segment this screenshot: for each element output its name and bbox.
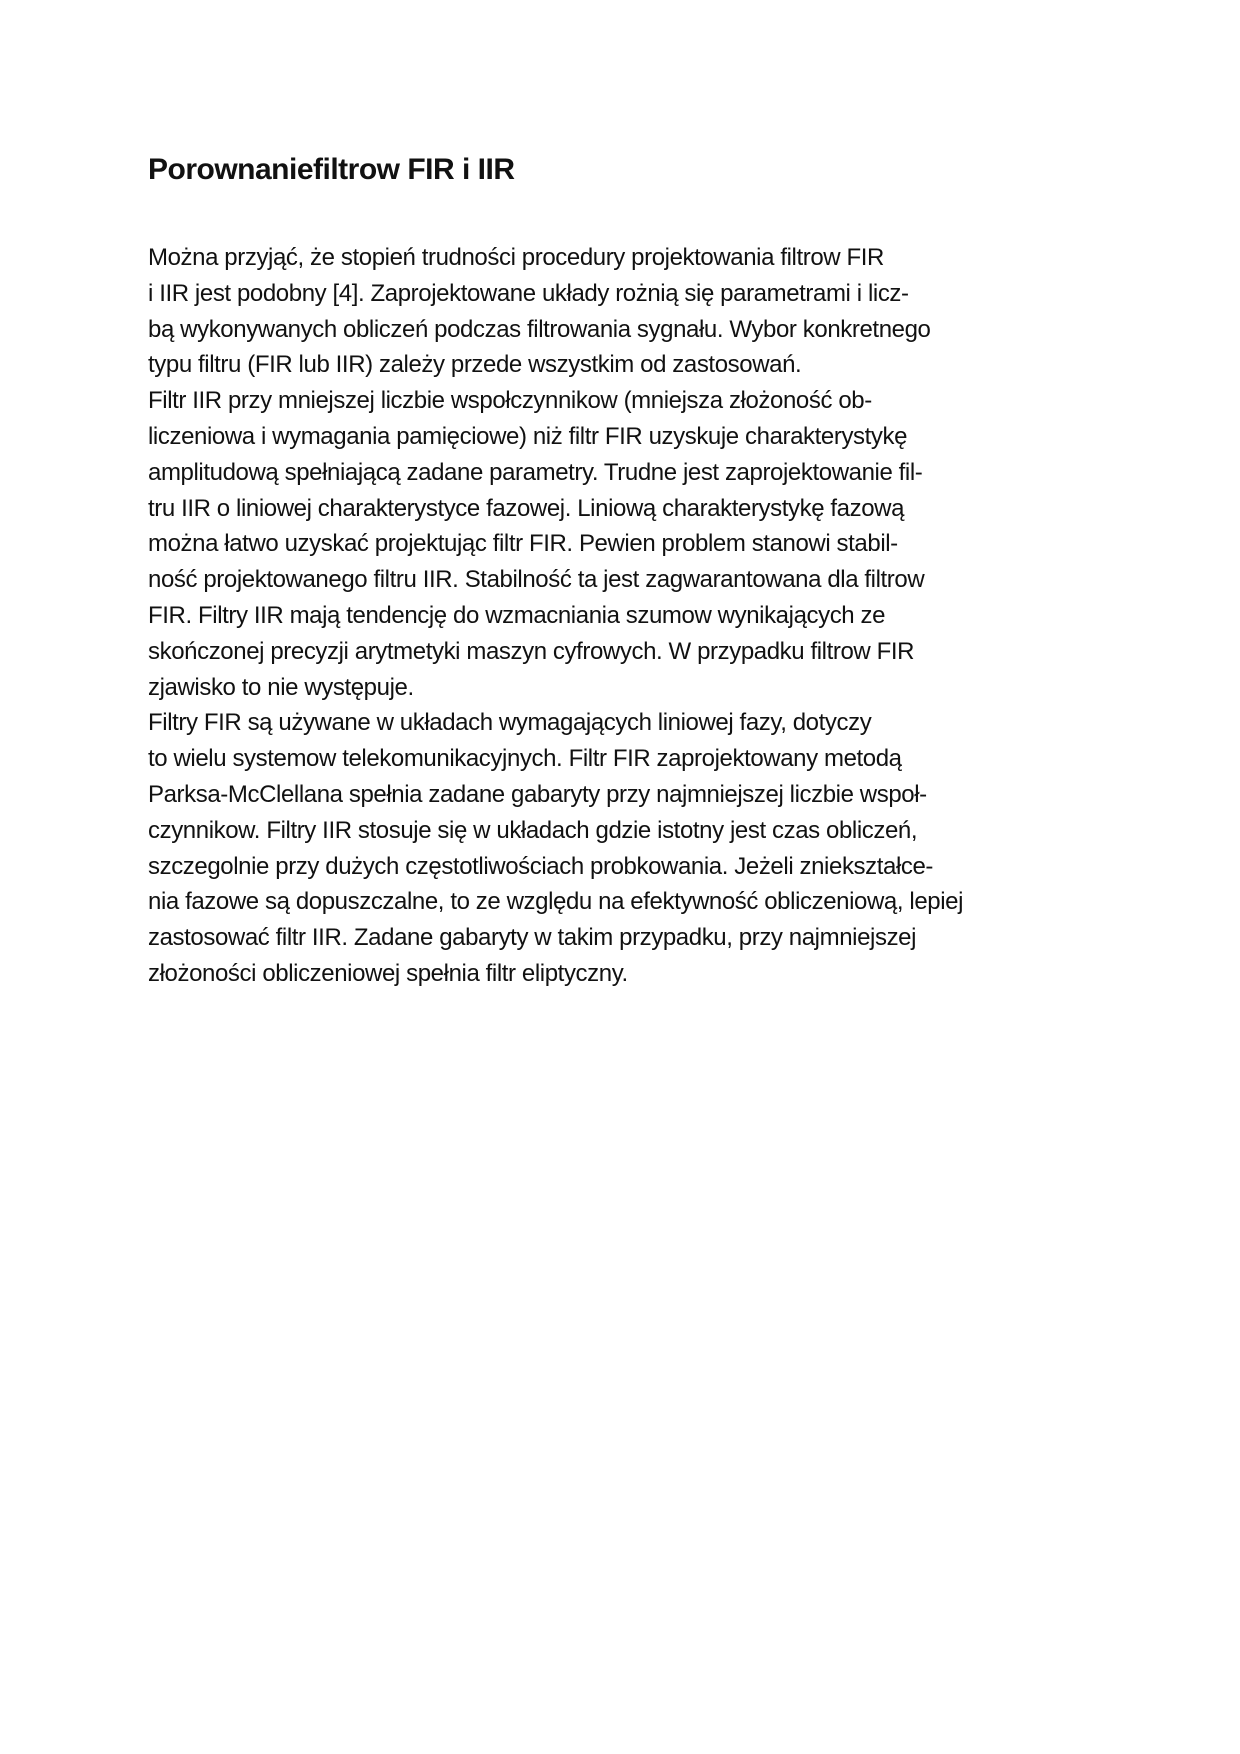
text-line: to wielu systemow telekomunikacyjnych. Filtr FIR zaprojektowany metodą: [148, 745, 902, 773]
text-line: amplitudową spełniającą zadane parametry. Trudne jest zaprojektowanie fil-: [148, 458, 923, 486]
text-line: i IIR jest podobny [4]. Zaprojektowane układy rożnią się parametrami i licz-: [148, 279, 909, 307]
text-line: tru IIR o liniowej charakterystyce fazowej. Liniową charakterystykę fazową: [148, 494, 905, 522]
text-line: można łatwo uzyskać projektując filtr FIR. Pewien problem stanowi stabil-: [148, 530, 898, 558]
text-line: Filtr IIR przy mniejszej liczbie wspołczynnikow (mniejsza złożoność ob-: [148, 387, 872, 415]
text-line: liczeniowa i wymagania pamięciowe) niż filtr FIR uzyskuje charakterystykę: [148, 422, 908, 450]
text-line: złożoności obliczeniowej spełnia filtr eliptyczny.: [148, 959, 628, 987]
text-line: bą wykonywanych obliczeń podczas filtrowania sygnału. Wybor konkretnego: [148, 315, 931, 343]
page-title: Porownaniefiltrow FIR i IIR: [148, 153, 515, 186]
text-line: czynnikow. Filtry IIR stosuje się w układach gdzie istotny jest czas obliczeń,: [148, 816, 918, 844]
text-line: skończonej precyzji arytmetyki maszyn cyfrowych. W przypadku filtrow FIR: [148, 637, 915, 665]
text-line: Parksa-McClellana spełnia zadane gabaryty przy najmniejszej liczbie wspoł-: [148, 780, 927, 808]
document-body: [148, 240, 1108, 992]
text-line: szczegolnie przy dużych częstotliwościach probkowania. Jeżeli zniekształce-: [148, 852, 934, 880]
text-line: typu filtru (FIR lub IIR) zależy przede wszystkim od zastosowań.: [148, 351, 802, 379]
text-line: Filtry FIR są używane w układach wymagających liniowej fazy, dotyczy: [148, 709, 872, 737]
text-line: zastosować filtr IIR. Zadane gabaryty w takim przypadku, przy najmniejszej: [148, 924, 917, 952]
text-line: zjawisko to nie występuje.: [148, 673, 414, 701]
text-line: Można przyjąć, że stopień trudności procedury projektowania filtrow FIR: [148, 244, 884, 271]
text-line: nia fazowe są dopuszczalne, to ze względu na efektywność obliczeniową, lepiej: [148, 888, 964, 916]
text-line: ność projektowanego filtru IIR. Stabilność ta jest zagwarantowana dla filtrow: [148, 566, 925, 594]
text-line: FIR. Filtry IIR mają tendencję do wzmacniania szumow wynikających ze: [148, 601, 886, 629]
